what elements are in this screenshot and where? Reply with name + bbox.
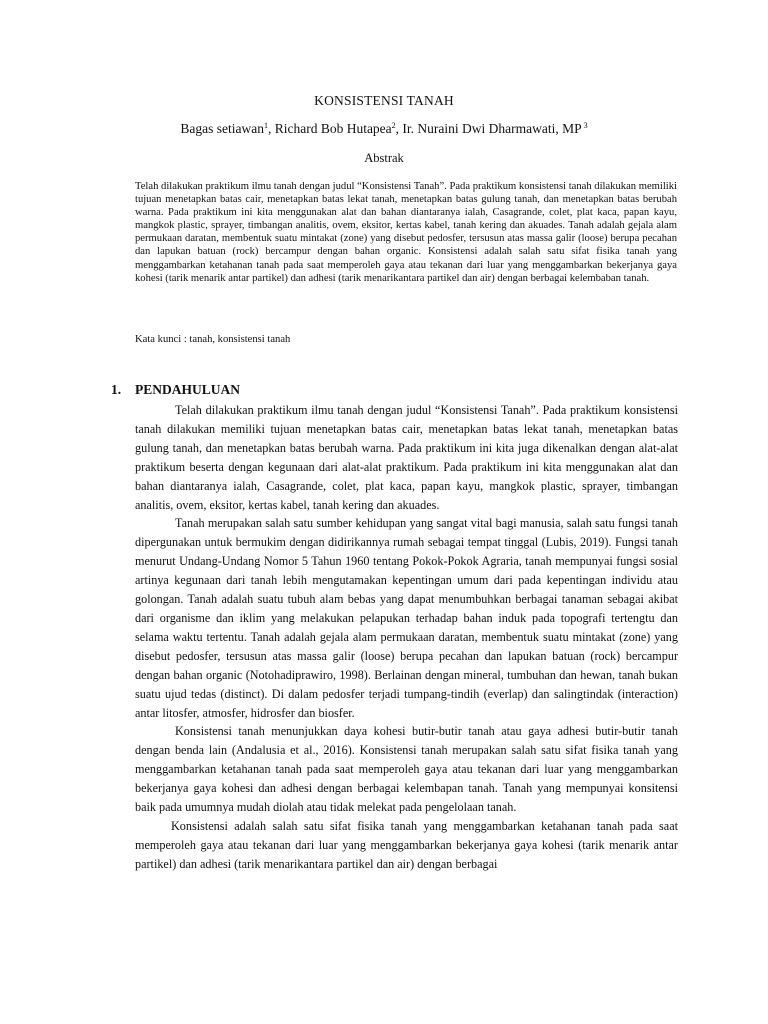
paper-title: KONSISTENSI TANAH <box>314 93 454 108</box>
body-paragraph: Konsistensi tanah menunjukkan daya kohesi butir-butir tanah atau gaya adhesi butir-butir tanah dengan benda lain (Andalusia et al., 2016). Konsistensi tanah merupakan salah satu sifat fisika tanah yang menggambarkan ketahanan tanah pada saat memperoleh gaya atau tekanan dari luar yang menggambarkan bekerjanya gaya kohesi dan adhesi dengan berbagai kelembapan tanah. Tanah yang mempunyai konsitensi baik pada umumnya mudah diolah atau tidak melekat pada pengelolaan tanah. <box>135 724 678 815</box>
body-paragraph: Tanah merupakan salah satu sumber kehidupan yang sangat vital bagi manusia, salah satu fungsi tanah dipergunakan untuk bermukim dengan didirikannya rumah sebagai tempat tinggal (Lubis, 2019). Fungsi tanah menurut Undang-Undang Nomor 5 Tahun 1960 tentang Pokok-Pokok Agraria, tanah mempunyai fungsi sosial artinya kegunaan dari tanah lebih mengutamakan kepentingan umum dari pada kepentingan individu atau golongan. Tanah adalah suatu tubuh alam bebas yang dapat menumbuhkan berbagai tanaman sebagai akibat dari organisme dan iklim yang melakukan pelapukan terhadap bahan induk pada topografi tertengtu dan selama waktu tertentu. Tanah adalah gejala alam permukaan daratan, membentuk suatu mintakat (zone) yang disebut pedosfer, tersusun atas massa galir (loose) berupa pecahan dan lapukan batuan (rock) bercampur dengan bahan organic (Notohadiprawiro, 1998). Berlainan dengan mineral, tumbuhan dan hewan, tanah bukan suatu ujud tedas (distinct). Di dalam pedosfer terjadi tumpang-tindih (everlap) dan salingtindak (interaction) antar litosfer, atmosfer, hidrosfer dan biosfer. <box>135 516 678 720</box>
body-paragraph: Konsistensi adalah salah satu sifat fisika tanah yang menggambarkan ketahanan tanah pada saat memperoleh gaya atau tekanan dari luar yang menggambarkan bekerjanya gaya kohesi (tarik menarik antar partikel) dan adhesi (tarik menarikantara partikel dan air) dengan berbagai <box>135 818 678 871</box>
section-heading <box>111 382 671 398</box>
keywords: Kata kunci : tanah, konsistensi tanah <box>135 334 291 345</box>
section-title: PENDAHULUAN <box>135 382 241 397</box>
author-separator: , <box>267 121 275 136</box>
author-affiliation-mark: 2 <box>391 121 396 130</box>
author-name: Ir. Nuraini Dwi Dharmawati, MP <box>402 121 582 136</box>
author-affiliation-mark: 1 <box>263 121 268 130</box>
author-name: Bagas setiawan <box>180 121 264 136</box>
author-line <box>0 121 768 137</box>
author-name: Richard Bob Hutapea <box>274 121 392 136</box>
abstract-heading: Abstrak <box>364 151 404 165</box>
author-separator: , <box>395 121 403 136</box>
body-paragraph: Telah dilakukan praktikum ilmu tanah dengan judul “Konsistensi Tanah”. Pada praktikum konsistensi tanah dilakukan memiliki tujuan menetapkan batas cair, menetapkan batas lekat tanah, menetapkan batas gulung tanah, dan menetapkan batas berubah warna. Pada praktikum ini kita juga dikenalkan dengan alat-alat praktikum beserta dengan kegunaan dari alat-alat praktikum. Pada praktikum ini kita menggunakan alat dan bahan diantaranya ialah, Casagrande, colet, plat kaca, papan kayu, mangkok plastic, sprayer, timbangan analitis, ovem, eksitor, kertas kabel, tanah kering dan akuades. <box>135 403 678 512</box>
section-number: 1. <box>111 382 122 397</box>
abstract-text: Telah dilakukan praktikum ilmu tanah dengan judul “Konsistensi Tanah”. Pada praktikum konsistensi tanah dilakukan memiliki tujuan menetapkan batas cair, menetapkan batas lekat tanah, menetapkan batas gulung tanah, dan menetapkan batas berubah warna. Pada praktikum ini kita menggunakan alat dan bahan diantaranya ialah, Casagrande, colet, plat kaca, papan kayu, mangkok plastic, sprayer, timbangan analitis, ovem, eksitor, kertas kabel, tanah kering dan akuades. Tanah adalah gejala alam permukaan daratan, membentuk suatu mintakat (zone) yang disebut pedosfer, tersusun atas massa galir (loose) berupa pecahan dan lapukan batuan (rock) bercampur dengan bahan organic. Konsistensi adalah salah satu sifat fisika tanah yang menggambarkan ketahanan tanah pada saat memperoleh gaya atau tekanan dari luar yang menggambarkan bekerjanya gaya kohesi (tarik menarik antar partikel) dan adhesi (tarik menarikantara partikel dan air) dengan berbagai kelembaban tanah. <box>135 181 677 284</box>
section-body <box>135 401 678 874</box>
author-affiliation-mark: 3 <box>581 121 588 130</box>
